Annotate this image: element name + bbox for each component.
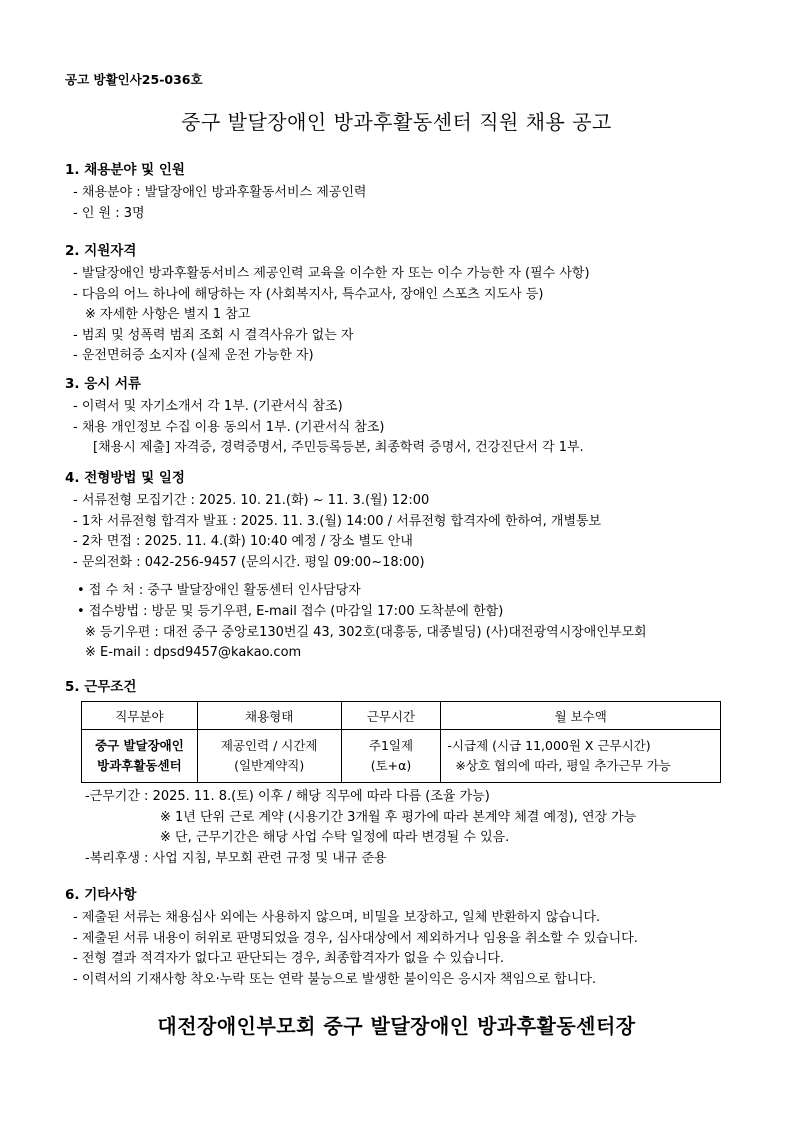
- text-line: - 이력서 및 자기소개서 각 1부. (기관서식 참조): [73, 399, 343, 414]
- table-header-cell: 직무분야: [82, 702, 198, 730]
- text-line: - 이력서의 기재사항 착오·누락 또는 연락 불능으로 발생한 불이익은 응시자 책임으로 합니다.: [73, 971, 597, 987]
- section-documents: [65, 374, 735, 459]
- table-header-cell: 월 보수액: [441, 702, 721, 730]
- section-qualifications: [65, 241, 735, 367]
- table-header-cell: 근무시간: [341, 702, 441, 730]
- note-line: ※ 1년 단위 근로 계약 (시용기간 3개월 후 평가에 따라 본계약 체결 예정), 연장 가능: [160, 809, 637, 825]
- section-schedule: [65, 468, 735, 664]
- section-heading: 6. 기타사항: [65, 887, 137, 903]
- text-line: - 채용분야 : 발달장애인 방과후활동서비스 제공인력: [73, 185, 367, 200]
- section-recruitment-field: [65, 160, 735, 224]
- table-cell: (일반계약직): [197, 756, 341, 783]
- note-line: [채용시 제출] 자격증, 경력증명서, 주민등록등본, 최종학력 증명서, 건강진단서 각 1부.: [93, 440, 584, 456]
- table-row: [82, 756, 721, 783]
- section-heading: 1. 채용분야 및 인원: [65, 162, 185, 178]
- table-cell: -시급제 (시급 11,000원 X 근무시간): [441, 730, 721, 757]
- text-line: - 범죄 및 성폭력 범죄 조회 시 결격사유가 없는 자: [73, 327, 354, 343]
- text-line: - 1차 서류전형 합격자 발표 : 2025. 11. 3.(월) 14:00 / 서류전형 합격자에 한하여, 개별통보: [73, 513, 602, 529]
- notice-number: 공고 방활인사25-036호: [65, 72, 203, 87]
- note-line: ※ E-mail : dpsd9457@kakao.com: [85, 645, 302, 661]
- text-line: - 제출된 서류는 채용심사 외에는 사용하지 않으며, 비밀을 보장하고, 일체 반환하지 않습니다.: [73, 910, 601, 925]
- text-line: - 발달장애인 방과후활동서비스 제공인력 교육을 이수한 자 또는 이수 가능한 자 (필수 사항): [73, 266, 590, 281]
- table-row: [82, 730, 721, 757]
- text-line: - 채용 개인정보 수집 이용 동의서 1부. (기관서식 참조): [73, 419, 385, 435]
- text-line: - 서류전형 모집기간 : 2025. 10. 21.(화) ~ 11. 3.(월) 12:00: [73, 493, 430, 508]
- issuer-signature: 대전장애인부모회 중구 발달장애인 방과후활동센터장: [157, 1014, 636, 1038]
- table-cell: ※상호 협의에 따라, 평일 추가근무 가능: [441, 756, 721, 783]
- text-line: - 문의전화 : 042-256-9457 (문의시간. 평일 09:00~18:00): [73, 554, 425, 570]
- text-line: -근무기간 : 2025. 11. 8.(토) 이후 / 해당 직무에 따라 다름 (조율 가능): [85, 789, 490, 804]
- text-line: - 제출된 서류 내용이 허위로 판명되었을 경우, 심사대상에서 제외하거나 임용을 취소할 수 있습니다.: [73, 930, 638, 946]
- table-cell: 중구 발달장애인: [82, 730, 198, 757]
- table-cell: 제공인력 / 시간제: [197, 730, 341, 757]
- working-conditions-table: [81, 701, 721, 783]
- note-line: ※ 등기우편 : 대전 중구 중앙로130번길 43, 302호(대흥동, 대종빌딩) (사)대전광역시장애인부모회: [85, 624, 647, 640]
- section-other: [65, 885, 735, 990]
- table-cell: 방과후활동센터: [82, 756, 198, 783]
- note-line: ※ 단, 근무기간은 해당 사업 수탁 일정에 따라 변경될 수 있음.: [160, 830, 510, 846]
- table-cell: (토+α): [341, 756, 441, 783]
- section-working-conditions: [65, 677, 735, 700]
- page-title: 중구 발달장애인 방과후활동센터 직원 채용 공고: [181, 110, 612, 134]
- section-heading: 2. 지원자격: [65, 243, 137, 259]
- text-line: - 인 원 : 3명: [73, 205, 145, 221]
- note-line: ※ 자세한 사항은 별지 1 참고: [85, 307, 251, 323]
- bullet-line: • 접 수 처 : 중구 발달장애인 활동센터 인사담당자: [77, 583, 361, 599]
- section-heading: 5. 근무조건: [65, 679, 137, 695]
- text-line: - 다음의 어느 하나에 해당하는 자 (사회복지사, 특수교사, 장애인 스포츠 지도사 등): [73, 286, 544, 302]
- table-header-row: [82, 702, 721, 730]
- section-heading: 4. 전형방법 및 일정: [65, 470, 185, 486]
- table-header-cell: 채용형태: [197, 702, 341, 730]
- working-conditions-notes: [65, 787, 735, 869]
- text-line: -복리후생 : 사업 지침, 부모회 관련 규정 및 내규 준용: [85, 850, 387, 866]
- section-heading: 3. 응시 서류: [65, 376, 142, 392]
- table-cell: 주1일제: [341, 730, 441, 757]
- bullet-line: • 접수방법 : 방문 및 등기우편, E-mail 접수 (마감일 17:00 도착분에 한함): [77, 603, 504, 619]
- text-line: - 전형 결과 적격자가 없다고 판단되는 경우, 최종합격자가 없을 수 있습니다.: [73, 951, 505, 967]
- text-line: - 2차 면접 : 2025. 11. 4.(화) 10:40 예정 / 장소 별도 안내: [73, 534, 413, 550]
- text-line: - 운전면허증 소지자 (실제 운전 가능한 자): [73, 348, 314, 364]
